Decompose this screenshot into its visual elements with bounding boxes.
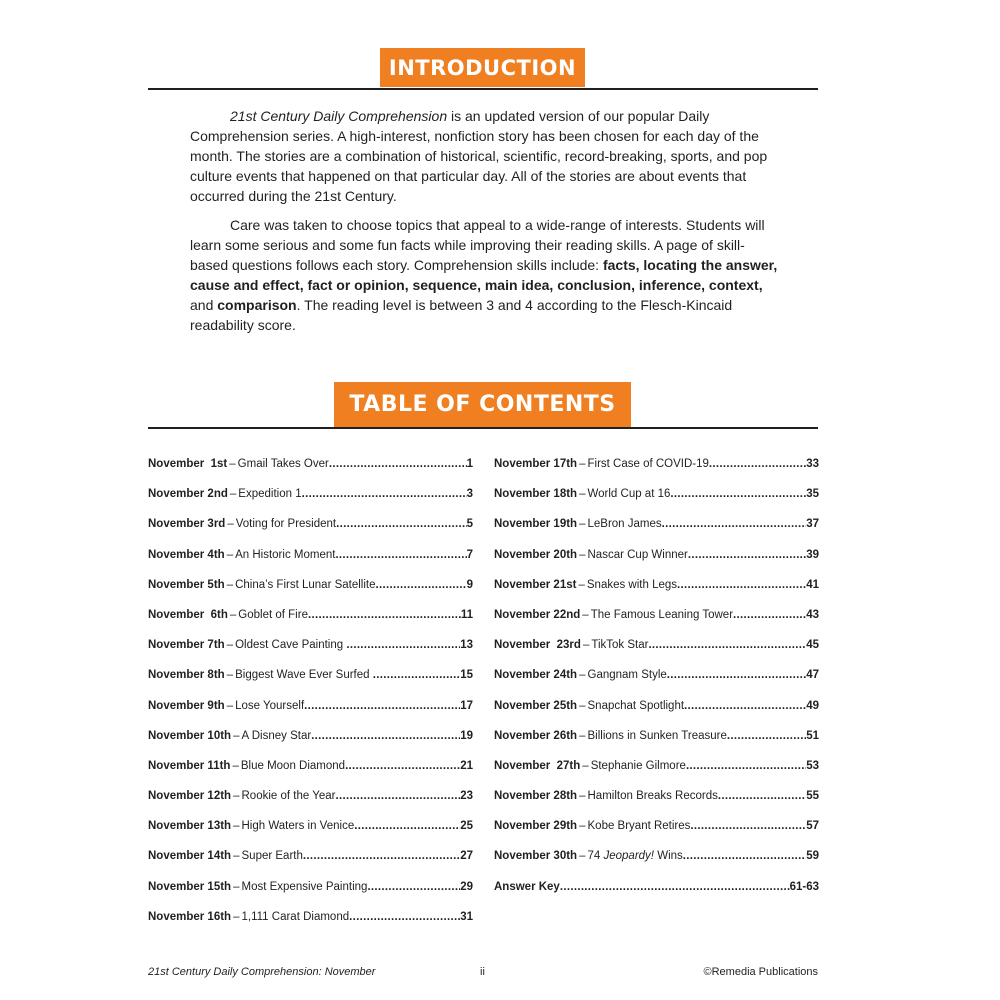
toc-entry-dash: – — [579, 548, 586, 561]
toc-leader-dots — [686, 760, 806, 772]
toc-entry-dash: – — [582, 759, 589, 772]
toc-entry-title: Most Expensive Painting — [241, 880, 368, 893]
toc-leader-dots — [345, 760, 460, 772]
toc-leader-dots — [727, 730, 806, 742]
toc-entry-dash: – — [226, 639, 234, 652]
toc-leader-dots — [308, 609, 461, 621]
toc-entry-dash: – — [226, 669, 234, 682]
toc-entry-dash: – — [579, 820, 586, 833]
toc-entry-title: LeBron James — [587, 518, 662, 531]
toc-entry[interactable] — [148, 669, 473, 699]
toc-entry-title: Kobe Bryant Retires — [587, 820, 691, 833]
toc-entry-title: Blue Moon Diamond — [240, 759, 346, 772]
toc-leader-dots — [560, 881, 790, 893]
toc-entry-date: November 27th — [494, 759, 581, 772]
toc-entry-date: November 13th — [148, 820, 232, 833]
toc-entry-date: November 14th — [148, 850, 232, 863]
toc-entry-date: November 24th — [494, 669, 578, 682]
toc-entry-date: November 25th — [494, 699, 578, 712]
toc-entry-dash: – — [226, 548, 234, 561]
toc-entry-title: 1,111 Carat Diamond — [241, 910, 350, 923]
skills-list: facts, locating the answer, cause and effect, fact or opinion, sequence, main idea, conclusion, inference, context, — [190, 257, 778, 293]
toc-rule — [148, 427, 818, 429]
toc-entry-dash: – — [582, 639, 590, 652]
toc-entry-page: 25 — [460, 820, 473, 833]
toc-entry-title: Goblet of Fire — [238, 608, 308, 621]
toc-entry-date: November 28th — [494, 790, 578, 803]
toc-leader-dots — [349, 911, 460, 923]
toc-entry-date: Answer Key — [494, 880, 560, 893]
toc-entry-date: November 23rd — [494, 639, 581, 652]
toc-entry[interactable] — [494, 549, 819, 579]
toc-entry[interactable] — [494, 820, 819, 850]
toc-entry-date: November 10th — [148, 729, 232, 742]
toc-entry-date: November 19th — [494, 518, 578, 531]
toc-entry-page: 61-63 — [789, 880, 819, 893]
toc-entry-page: 7 — [466, 548, 473, 561]
toc-entry-date: November 7th — [148, 639, 225, 652]
toc-entry-title: The Famous Leaning Tower — [590, 608, 734, 621]
intro-p2-text-c: . The reading level is between 3 and 4 according to the Flesch-Kincaid readability score. — [190, 297, 733, 333]
toc-entry[interactable] — [148, 700, 473, 730]
toc-entry-dash: – — [227, 518, 234, 531]
toc-entry[interactable] — [148, 639, 473, 669]
toc-leader-dots — [670, 488, 806, 500]
toc-leader-dots — [709, 458, 806, 470]
toc-answer-key[interactable] — [494, 881, 819, 911]
toc-entry-dash: – — [226, 578, 234, 591]
footer-book-title: 21st Century Daily Comprehension: November — [148, 966, 376, 978]
toc-entry-title: Gangnam Style — [587, 669, 667, 682]
toc-entry-title-italic: Jeopardy! — [603, 850, 655, 863]
toc-leader-dots — [329, 458, 467, 470]
toc-entry-date: November 21st — [494, 578, 577, 591]
toc-entry-page: 13 — [460, 639, 473, 652]
toc-entry-page: 45 — [806, 639, 819, 652]
toc-entry-page: 15 — [460, 669, 473, 682]
toc-entry-title: Hamilton Breaks Records — [587, 790, 718, 803]
toc-entry-dash: – — [579, 699, 586, 712]
toc-entry-title: China’s First Lunar Satellite — [235, 578, 376, 591]
toc-entry-title: Rookie of the Year — [241, 790, 336, 803]
footer-page-number: ii — [480, 966, 485, 978]
toc-leader-dots — [688, 549, 806, 561]
toc-entry-date: November 11th — [148, 759, 231, 772]
toc-leader-dots — [718, 790, 806, 802]
toc-leader-dots — [311, 730, 460, 742]
toc-entry-title: A Disney Star — [241, 729, 312, 742]
toc-entry-title-post: Wins — [654, 850, 683, 863]
toc-entry-title: Super Earth — [241, 850, 303, 863]
toc-leader-dots — [677, 579, 806, 591]
toc-entry[interactable] — [494, 730, 819, 760]
toc-entry-page: 43 — [806, 608, 819, 621]
toc-entry-page: 3 — [466, 488, 473, 501]
toc-entry-title: Billions in Sunken Treasure — [587, 729, 727, 742]
intro-p2-text-a: Care was taken to choose topics that appeal to a wide-range of interests. Students will learn some serious and some fun facts while improving their reading skills. A page of skill-based questions follows each story. Comprehension skills include: — [190, 217, 765, 273]
toc-entry-page: 23 — [460, 790, 473, 803]
toc-entry-page: 37 — [806, 518, 819, 531]
toc-entry-title-pre: 74 — [587, 850, 604, 863]
toc-entry-page: 53 — [806, 759, 819, 772]
toc-entry-date: November 2nd — [148, 488, 228, 501]
toc-entry-dash: – — [579, 790, 586, 803]
toc-leader-dots — [335, 549, 466, 561]
toc-entry-page: 39 — [806, 548, 819, 561]
introduction-heading — [380, 48, 585, 87]
footer-publisher: ©Remedia Publications — [703, 966, 818, 978]
toc-right-column — [494, 458, 819, 911]
toc-entry[interactable] — [494, 669, 819, 699]
toc-entry-page: 51 — [806, 729, 819, 742]
toc-entry-page: 11 — [460, 608, 473, 621]
toc-entry-date: November 9th — [148, 699, 225, 712]
toc-entry[interactable] — [494, 639, 819, 669]
toc-leader-dots — [373, 669, 460, 681]
toc-entry-title: An Historic Moment — [235, 548, 336, 561]
toc-heading — [334, 382, 631, 427]
toc-leader-dots — [354, 820, 460, 832]
toc-entry-date: November 3rd — [148, 518, 226, 531]
toc-leader-dots — [346, 639, 460, 651]
toc-leader-dots — [662, 518, 807, 530]
toc-entry[interactable] — [148, 458, 473, 488]
toc-entry[interactable] — [148, 760, 473, 790]
toc-entry-date: November 8th — [148, 669, 225, 682]
toc-entry-dash: – — [229, 458, 236, 470]
toc-entry-date: November 6th — [148, 608, 228, 621]
toc-entry-title: High Waters in Venice — [241, 820, 355, 833]
toc-entry[interactable] — [494, 488, 819, 518]
toc-entry[interactable] — [148, 488, 473, 518]
toc-entry-title: Oldest Cave Painting — [235, 639, 347, 652]
toc-entry-page: 49 — [806, 699, 819, 712]
toc-entry-date: November 30th — [494, 850, 578, 863]
intro-paragraph-2 — [190, 215, 780, 335]
toc-entry[interactable] — [494, 790, 819, 820]
toc-entry-date: November 12th — [148, 790, 232, 803]
toc-entry-page: 59 — [806, 850, 819, 863]
toc-entry-title: Lose Yourself — [235, 699, 305, 712]
toc-entry[interactable] — [148, 820, 473, 850]
toc-leader-dots — [684, 700, 806, 712]
toc-entry-dash: – — [579, 518, 586, 531]
toc-entry-page: 5 — [466, 518, 473, 531]
toc-entry-date: November 22nd — [494, 608, 581, 621]
toc-leader-dots — [733, 609, 806, 621]
toc-entry-dash: – — [233, 790, 240, 803]
toc-leader-dots — [303, 850, 460, 862]
toc-leader-dots — [367, 881, 460, 893]
toc-entry-date: November 5th — [148, 578, 225, 591]
toc-entry-dash: – — [579, 729, 586, 742]
toc-entry-page: 21 — [460, 759, 473, 772]
toc-entry-page: 41 — [806, 578, 819, 591]
toc-entry-date: November 20th — [494, 548, 578, 561]
toc-entry-dash: – — [229, 608, 237, 621]
toc-entry-dash: – — [579, 458, 586, 470]
toc-entry-title: Gmail Takes Over — [237, 458, 329, 470]
toc-entry[interactable] — [148, 549, 473, 579]
toc-entry-date: November 29th — [494, 820, 578, 833]
toc-entry-dash: – — [233, 729, 240, 742]
toc-entry-date: November 17th — [494, 458, 578, 470]
introduction-heading-text: INTRODUCTION — [388, 55, 577, 80]
toc-entry-dash: – — [233, 820, 240, 833]
toc-entry-date: November 1st — [148, 458, 228, 470]
toc-entry[interactable] — [148, 518, 473, 548]
toc-entry[interactable] — [494, 609, 819, 639]
toc-entry-dash: – — [233, 910, 240, 923]
introduction-rule — [148, 88, 818, 90]
toc-entry-title: Biggest Wave Ever Surfed — [235, 669, 373, 682]
toc-entry-dash: – — [579, 850, 586, 863]
toc-entry-dash: – — [578, 578, 585, 591]
toc-entry-page: 19 — [460, 729, 473, 742]
toc-entry[interactable] — [148, 730, 473, 760]
toc-entry-dash: – — [232, 759, 239, 772]
toc-leader-dots — [336, 790, 461, 802]
toc-entry-date: November 26th — [494, 729, 578, 742]
toc-entry-title: Snapchat Spotlight — [587, 699, 685, 712]
toc-leader-dots — [667, 669, 806, 681]
toc-entry-page: 1 — [466, 458, 473, 470]
toc-entry[interactable] — [148, 790, 473, 820]
toc-entry[interactable] — [494, 850, 819, 880]
toc-entry-page: 27 — [460, 850, 473, 863]
toc-entry[interactable] — [148, 579, 473, 609]
toc-entry-page: 47 — [806, 669, 819, 682]
toc-entry-dash: – — [579, 488, 586, 501]
toc-entry-page: 55 — [806, 790, 819, 803]
toc-entry-page: 29 — [460, 880, 473, 893]
toc-entry[interactable] — [494, 760, 819, 790]
toc-entry-date: November 15th — [148, 880, 232, 893]
intro-p1-text: is an updated version of our popular Daily Comprehension series. A high-interest, nonfiction story has been chosen for each day of the month. The stories are a combination of historical, scientific, record-breaking, sports, and pop culture events that happened on that particular day. All of the stories are about events that occurred during the 21st Century. — [190, 108, 768, 204]
toc-entry-page: 57 — [806, 820, 819, 833]
toc-entry[interactable] — [494, 458, 819, 488]
toc-entry[interactable] — [148, 609, 473, 639]
skill-comparison: comparison — [217, 297, 297, 313]
toc-leader-dots — [336, 518, 466, 530]
toc-entry-dash: – — [226, 699, 234, 712]
toc-entry-title: Nascar Cup Winner — [587, 548, 688, 561]
toc-entry-title: Expedition 1 — [238, 488, 302, 501]
toc-entry-page: 31 — [460, 910, 473, 923]
toc-entry[interactable] — [494, 518, 819, 548]
toc-leader-dots — [302, 488, 467, 500]
intro-paragraph-1 — [190, 106, 780, 206]
toc-leader-dots — [648, 639, 806, 651]
toc-entry-page: 33 — [806, 458, 819, 470]
toc-entry-dash: – — [233, 850, 240, 863]
toc-entry-title: Voting for President — [235, 518, 337, 531]
toc-entry-title — [588, 850, 683, 862]
toc-leader-dots — [304, 700, 460, 712]
toc-entry-date: November 16th — [148, 910, 232, 923]
toc-heading-text: TABLE OF CONTENTS — [349, 392, 616, 417]
toc-entry-page: 17 — [460, 699, 473, 712]
toc-entry[interactable] — [148, 911, 473, 941]
toc-entry-title: Stephanie Gilmore — [590, 759, 686, 772]
toc-entry-title: Snakes with Legs — [586, 578, 678, 591]
toc-entry-title: First Case of COVID-19 — [587, 458, 709, 470]
toc-entry-date: November 4th — [148, 548, 225, 561]
toc-entry-dash: – — [233, 880, 240, 893]
toc-entry-title: World Cup at 16 — [587, 488, 671, 501]
toc-leader-dots — [376, 579, 467, 591]
toc-leader-dots — [683, 850, 806, 862]
introduction-body — [190, 106, 780, 335]
toc-entry[interactable] — [494, 700, 819, 730]
toc-entry[interactable] — [148, 850, 473, 880]
toc-entry-date: November 18th — [494, 488, 578, 501]
toc-entry-title: TikTok Star — [591, 639, 649, 652]
toc-entry-dash: – — [579, 669, 586, 682]
toc-leader-dots — [690, 820, 806, 832]
toc-entry-dash: – — [229, 488, 237, 501]
book-title: 21st Century Daily Comprehension — [230, 108, 448, 124]
toc-entry[interactable] — [494, 579, 819, 609]
toc-entry[interactable] — [148, 881, 473, 911]
toc-left-column — [148, 458, 473, 941]
toc-entry-page: 35 — [806, 488, 819, 501]
toc-entry-page: 9 — [466, 578, 473, 591]
toc-entry-dash: – — [582, 608, 589, 621]
intro-p2-text-b: and — [190, 297, 218, 313]
